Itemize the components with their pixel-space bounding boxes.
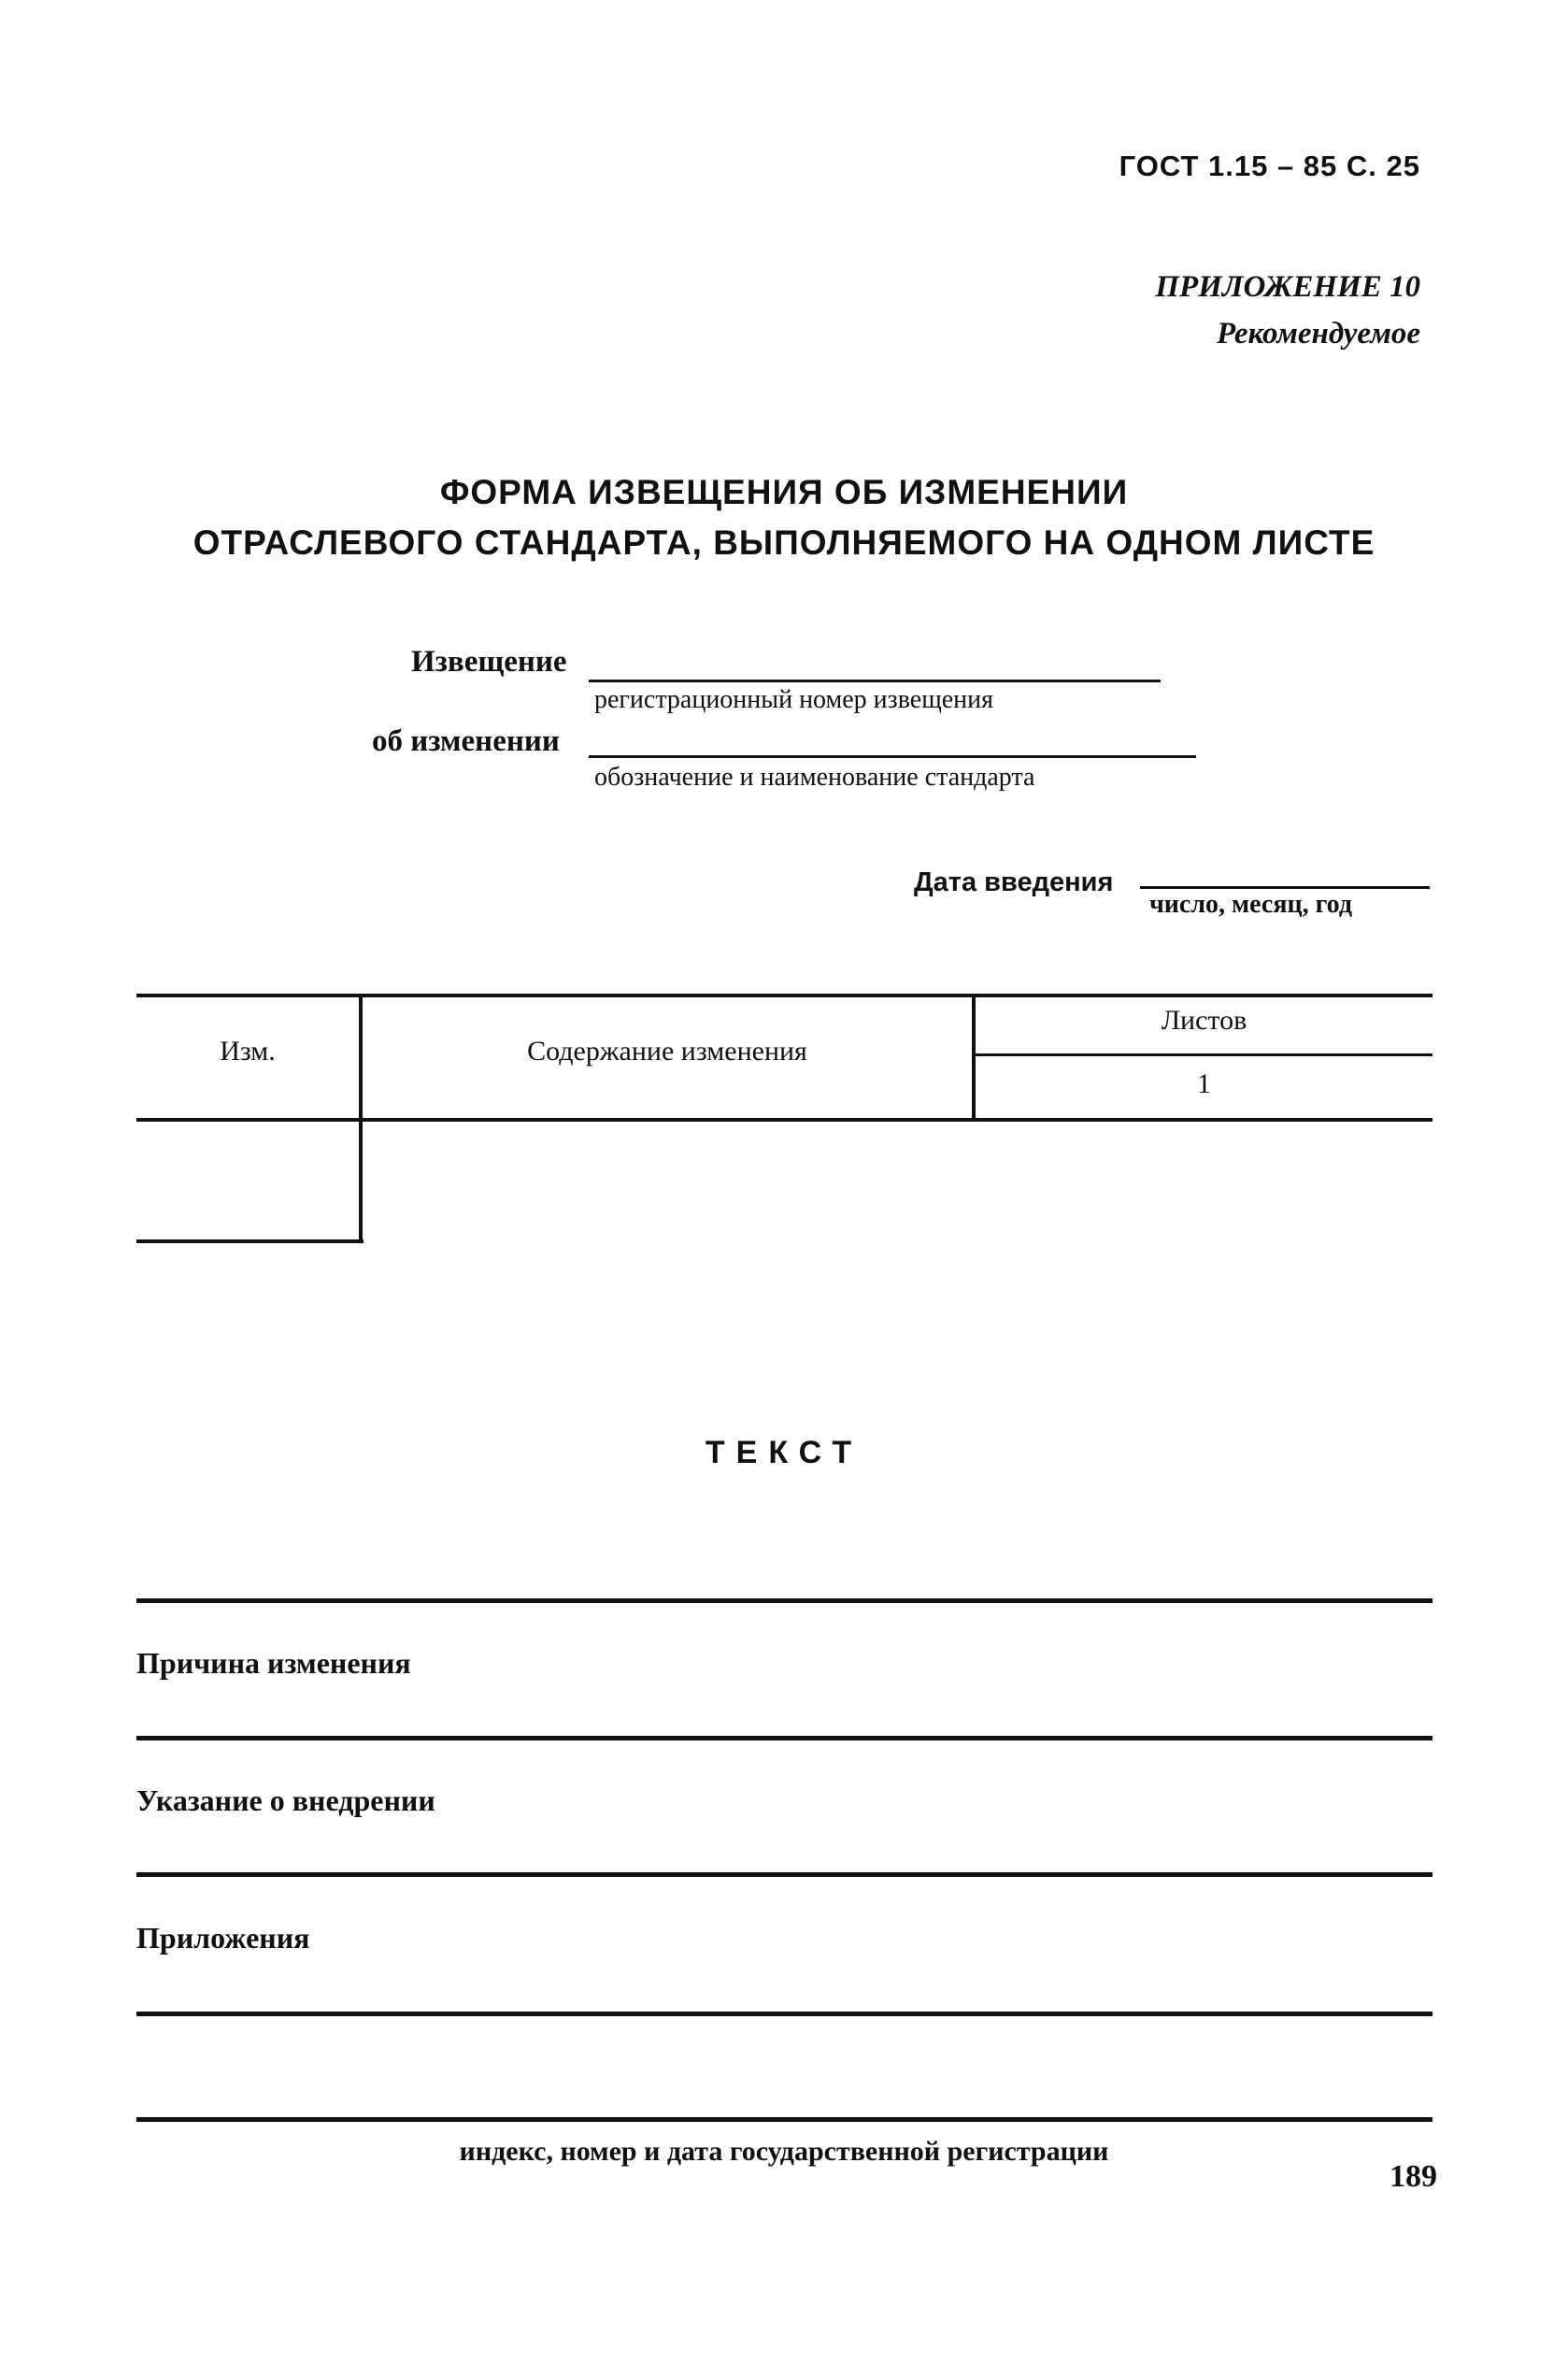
sheets-value: 1 (1197, 1068, 1211, 1099)
appendix-status: Рекомендуемое (1216, 317, 1420, 351)
page-number: 189 (1390, 2159, 1437, 2194)
table-top-border (136, 994, 1433, 997)
title-line-2: ОТРАСЛЕВОГО СТАНДАРТА, ВЫПОЛНЯЕМОГО НА ОДНОМ ЛИСТЕ (192, 523, 1376, 562)
sheets-divider (975, 1053, 1433, 1056)
section-divider-3 (136, 1872, 1433, 1877)
title-line-1: ФОРМА ИЗВЕЩЕНИЯ ОБ ИЗМЕНЕНИИ (439, 473, 1129, 511)
section-divider-1 (136, 1598, 1433, 1603)
col-content-header: Содержание изменения (527, 1036, 807, 1067)
attachments-label: Приложения (136, 1921, 310, 1955)
date-caption: число, месяц, год (1149, 890, 1352, 919)
standard-designation-caption: обозначение и наименование стандарта (594, 763, 1035, 792)
table-bottom-border (136, 1239, 363, 1243)
date-label: Дата введения (914, 867, 1114, 897)
registration-line (136, 2117, 1433, 2122)
section-divider-2 (136, 1736, 1433, 1740)
section-divider-4 (136, 2012, 1433, 2016)
standard-reference: ГОСТ 1.15 – 85 С. 25 (1119, 150, 1420, 182)
date-field[interactable] (1140, 886, 1430, 889)
table-header-bottom (136, 1118, 1433, 1122)
implementation-label: Указание о внедрении (136, 1783, 435, 1817)
notice-number-field[interactable] (589, 680, 1161, 682)
table-col-divider-1 (359, 994, 363, 1243)
notice-number-caption: регистрационный номер извещения (594, 685, 994, 714)
standard-designation-field[interactable] (589, 755, 1196, 758)
change-label: об изменении (372, 724, 560, 758)
document-title (0, 467, 1568, 568)
col-sheets-header: Листов (1161, 1005, 1247, 1036)
text-heading: ТЕКСТ (705, 1435, 863, 1470)
notice-label: Извещение (411, 645, 567, 679)
appendix-number: ПРИЛОЖЕНИЕ 10 (1155, 270, 1420, 304)
reason-label: Причина изменения (136, 1646, 411, 1680)
registration-caption: индекс, номер и дата государственной регистрации (459, 2136, 1109, 2167)
col-change-header: Изм. (220, 1036, 276, 1067)
appendix-block (1155, 264, 1420, 357)
